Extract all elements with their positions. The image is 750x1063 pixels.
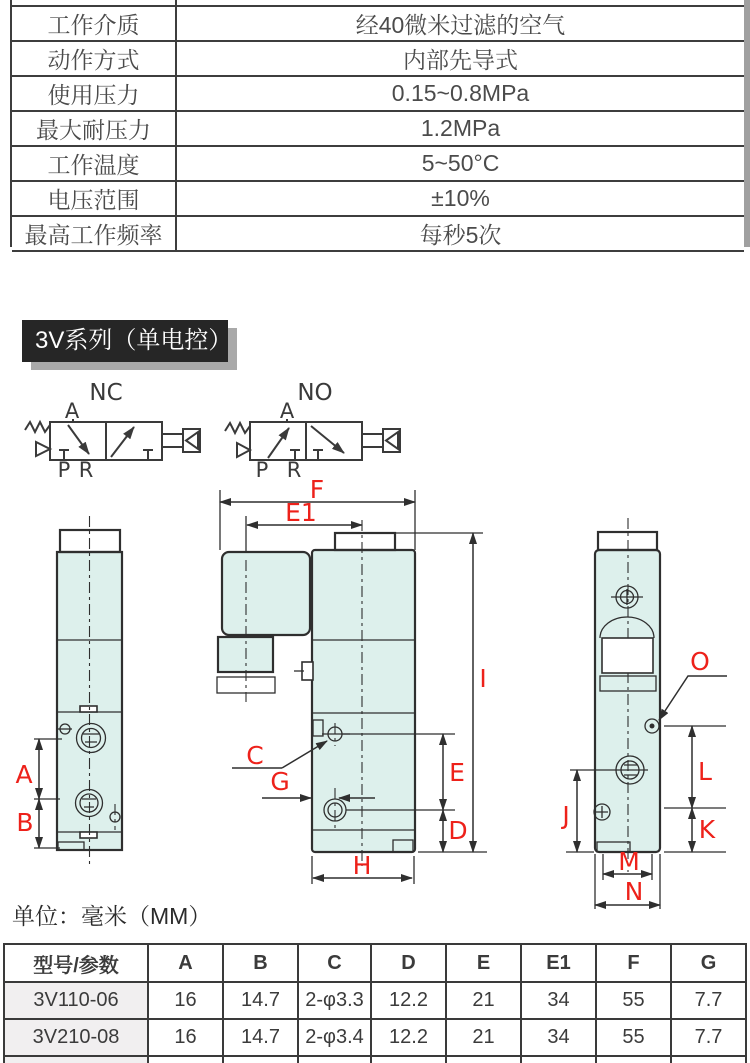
dim-label-e1: E1 [285,498,317,527]
spec-row [12,147,744,182]
leader-arrow-O [659,676,727,720]
spec-row [12,182,744,217]
spec-row-partial [12,0,744,7]
spec-value: 5~50°C [421,150,500,176]
dim-label-k: K [698,815,716,844]
series-badge [22,320,233,362]
series-badge-label: 3V系列（单电控） [35,327,233,354]
spec-label: 最大耐压力 [12,112,177,145]
nc-flow-arrow-left [68,425,89,454]
spec-value: 1.2MPa [420,115,501,141]
model-cell: 3V110-06 [4,982,148,1019]
spec-table [10,0,744,247]
nc-port-r-label: R [78,458,94,480]
valve-side-view-right [560,518,727,909]
spec-label: 最高工作频率 [12,217,177,250]
no-blocked-port-right [313,450,323,460]
dim-table-row-partial [4,1056,746,1063]
dim-cell: 7.7 [671,982,746,1019]
dim-cell: 7.7 [671,1019,746,1056]
dim-label-d: D [448,816,468,845]
spec-label-cell [12,0,177,5]
no-solenoid-triangle-icon [386,432,398,449]
spec-label: 工作温度 [12,147,177,180]
nc-port-p-label: P [57,458,71,480]
dim-cell: 12.2 [371,1019,446,1056]
dim-table-header: E1 [521,944,596,982]
dim-label-b: B [16,808,34,837]
spec-label: 工作介质 [12,7,177,40]
nc-port-a-label: A [64,399,80,423]
dim-label-g: G [270,767,290,796]
spec-value-cell [177,0,744,5]
valve-body [312,550,415,852]
spec-value: 0.15~0.8MPa [391,80,530,106]
valve-front-view [217,480,487,884]
spec-row [12,217,744,252]
no-port-r-label: R [286,458,302,480]
dim-label-j: J [562,801,570,830]
extension-lines-LK [664,726,726,852]
dim-table-row [4,1019,746,1056]
no-flow-arrow-right [311,426,344,453]
dim-label-l: L [698,757,712,786]
dim-label-a: A [15,760,33,789]
dim-cell: 55 [596,1019,671,1056]
nc-spring-icon [25,422,50,432]
body-tab [80,706,97,712]
dim-cell: 34 [521,982,596,1019]
no-symbol [225,380,400,480]
unit-caption: 单位：毫米（MM） [12,903,212,929]
spec-row [12,7,744,42]
spec-value: 经40微米过滤的空气 [355,12,566,38]
dim-label-f: F [309,480,325,504]
spec-value: ±10% [431,185,490,211]
no-flow-arrow-left [268,428,289,458]
spec-label: 电压范围 [12,182,177,215]
nc-flow-arrow-right [111,427,134,457]
page-edge-strip [744,0,750,247]
spec-value: 每秒5次 [419,222,502,248]
dim-label-e: E [449,758,465,787]
nc-blocked-port-right [143,450,153,460]
dim-cell: 14.7 [223,982,298,1019]
model-cell [4,1056,148,1063]
no-solenoid-tube [362,434,383,447]
body-tab [80,832,97,838]
valve-dimension-drawing [0,480,750,910]
no-port-p-label: P [255,458,269,480]
dim-cell: 2-φ3.3 [298,982,371,1019]
dim-label-n: N [624,877,644,906]
spec-row [12,77,744,112]
no-title: NO [297,380,333,406]
dim-label-i: I [479,664,487,693]
dim-table-header: A [148,944,223,982]
dim-cell: 2-φ3.4 [298,1019,371,1056]
nc-title: NC [89,380,123,406]
dim-cell: 55 [596,982,671,1019]
valve-circuit-symbols [15,380,415,480]
valve-side-view-left [15,516,122,864]
spec-value: 内部先导式 [403,47,518,73]
dim-table-header: 型号/参数 [4,944,148,982]
model-cell: 3V210-08 [4,1019,148,1056]
dim-table-header: D [371,944,446,982]
spec-row [12,112,744,147]
spec-row [12,42,744,77]
dim-label-c: C [246,741,264,770]
dim-table-header: F [596,944,671,982]
nc-solenoid-tube [162,434,183,447]
breather-hole-center [650,724,655,729]
dim-table-header: G [671,944,746,982]
nc-solenoid-triangle-icon [186,432,198,449]
dim-table-header: B [223,944,298,982]
coil-connector [222,552,310,635]
dim-table-row [4,982,746,1019]
dim-label-h: H [352,851,372,880]
knurled-cap [335,533,395,550]
dim-label-o: O [690,647,710,676]
no-spring-icon [225,423,250,433]
nc-symbol [25,380,200,480]
dim-cell: 34 [521,1019,596,1056]
dim-label-m: M [618,847,640,876]
no-pilot-triangle-icon [237,443,250,457]
spec-label: 动作方式 [12,42,177,75]
dim-cell: 21 [446,1019,521,1056]
nc-pilot-triangle-icon [36,442,50,456]
dimension-table [3,943,747,1063]
dim-cell: 21 [446,982,521,1019]
spec-label: 使用压力 [12,77,177,110]
armature-box [602,638,653,673]
dim-cell: 12.2 [371,982,446,1019]
dim-table-header: E [446,944,521,982]
dim-table-header: C [298,944,371,982]
dim-table-header-row [4,944,746,982]
no-port-a-label: A [279,399,295,423]
dim-cell: 16 [148,982,223,1019]
dim-cell: 16 [148,1019,223,1056]
dim-cell: 14.7 [223,1019,298,1056]
